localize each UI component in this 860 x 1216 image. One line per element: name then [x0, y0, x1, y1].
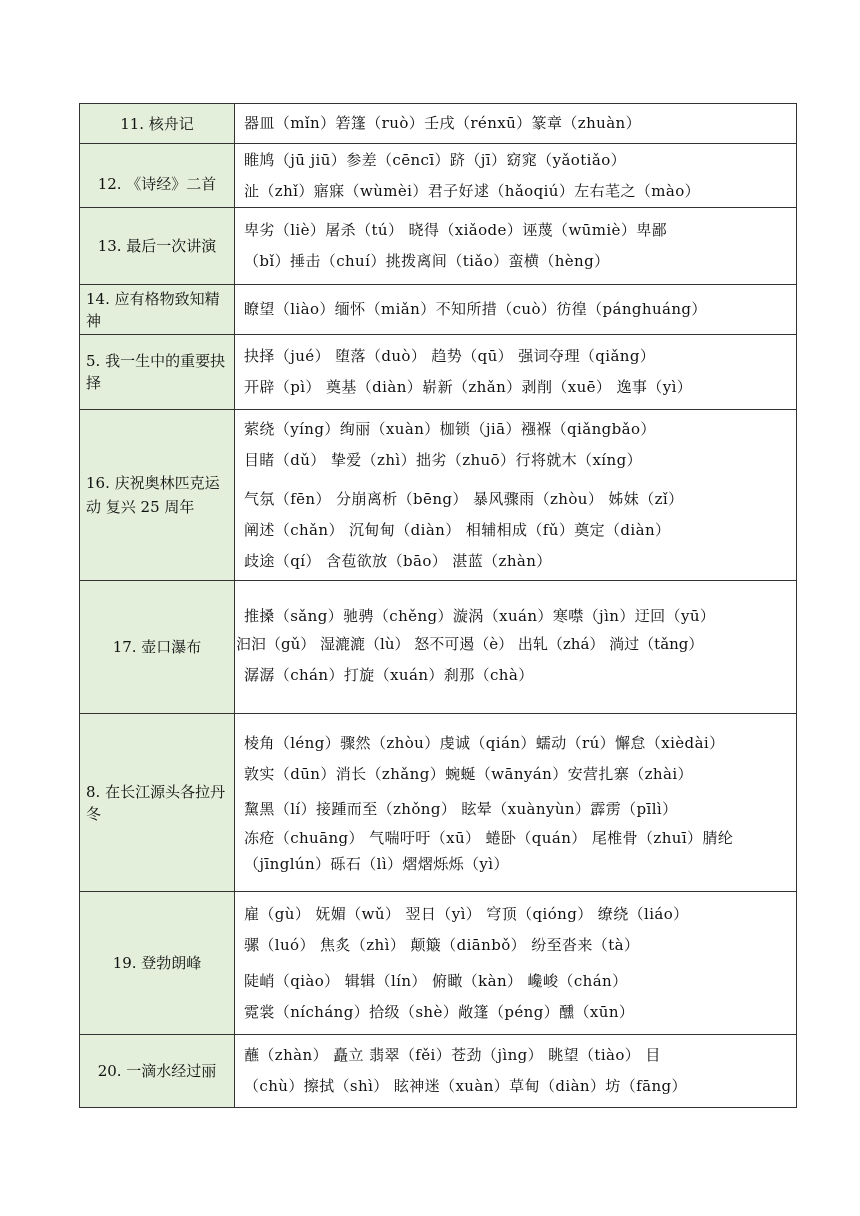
table-row	[80, 335, 797, 410]
lesson-title: 11. 核舟记	[120, 114, 194, 133]
word-line: 歧途（qí） 含苞欲放（bāo） 湛蓝（zhàn）	[244, 551, 552, 570]
word-line: 雇（gù） 妩媚（wǔ） 翌日（yì） 穹顶（qióng） 缭绕（liáo）	[244, 904, 689, 923]
words-cell	[235, 285, 797, 335]
word-line: 阐述（chǎn） 沉甸甸（diàn） 相辅相成（fǔ）奠定（diàn）	[244, 520, 671, 539]
table-row	[80, 144, 797, 208]
words-cell	[235, 1035, 797, 1108]
words-cell	[235, 892, 797, 1035]
lesson-title: 5. 我一生中的重要抉择	[86, 352, 226, 392]
word-line: 黧黑（lí）接踵而至（zhǒng） 眩晕（xuànyùn）霹雳（pīlì）	[244, 800, 678, 818]
lesson-title: 14. 应有格物致知精神	[86, 289, 220, 330]
word-line: 潺潺（chán）打旋（xuán）刹那（chà）	[244, 666, 534, 684]
word-line: 棱角（léng）骤然（zhòu）虔诚（qián）蠕动（rú）懈怠（xièdài）	[244, 734, 725, 752]
word-line: （bǐ）捶击（chuí）挑拨离间（tiǎo）蛮横（hèng）	[244, 252, 610, 270]
word-line: 汩汩（gǔ） 湿漉漉（lù） 怒不可遏（è） 出轧（zhá） 淌过（tǎng）	[236, 635, 704, 653]
lesson-cell	[80, 581, 235, 714]
lesson-cell	[80, 410, 235, 581]
word-line: 霓裳（nícháng）拾级（shè）敞篷（péng）醺（xūn）	[244, 1002, 635, 1021]
lesson-cell	[80, 208, 235, 285]
lesson-title: 20. 一滴水经过丽	[97, 1062, 217, 1080]
table-row	[80, 581, 797, 714]
word-line: 瞭望（liào）缅怀（miǎn）不知所措（cuò）彷徨（pánghuáng）	[244, 300, 707, 318]
word-line: 蘸（zhàn） 矗立 翡翠（fěi）苍劲（jìng） 眺望（tiào） 目	[244, 1046, 661, 1064]
word-line: 睢鸠（jū jiū）参差（cēncī）跻（jī）窈窕（yǎotiǎo）	[244, 150, 627, 169]
word-line: 陡峭（qiào） 辑辑（lín） 俯瞰（kàn） 巉峻（chán）	[244, 971, 628, 990]
word-line: 开辟（pì） 奠基（diàn）崭新（zhǎn）剥削（xuē） 逸事（yì）	[244, 378, 693, 396]
lesson-cell	[80, 1035, 235, 1108]
words-cell	[235, 335, 797, 410]
words-cell	[235, 208, 797, 285]
lesson-cell	[80, 104, 235, 144]
word-line: 目睹（dǔ） 挚爱（zhì）拙劣（zhuō）行将就木（xíng）	[244, 450, 642, 469]
lesson-cell	[80, 892, 235, 1035]
word-line: 推搡（sǎng）驰骋（chěng）漩涡（xuán）寒噤（jìn）迂回（yū）	[244, 607, 716, 625]
word-line: 气氛（fēn） 分崩离析（bēng） 暴风骤雨（zhòu） 姊妹（zǐ）	[244, 489, 684, 508]
lesson-cell	[80, 335, 235, 410]
word-line: 敦实（dūn）消长（zhǎng）蜿蜒（wānyán）安营扎寨（zhài）	[244, 765, 693, 783]
words-cell	[235, 144, 797, 208]
table-row	[80, 714, 797, 892]
words-cell	[235, 410, 797, 581]
word-line: 沚（zhǐ）寤寐（wùmèi）君子好逑（hǎoqiú）左右芼之（mào）	[244, 181, 701, 200]
word-line: 器皿（mǐn）箬篷（ruò）壬戌（rénxū）篆章（zhuàn）	[244, 114, 642, 132]
table-row	[80, 285, 797, 335]
word-line: （chù）擦拭（shì） 眩神迷（xuàn）草甸（diàn）坊（fāng）	[244, 1077, 687, 1095]
word-line: 抉择（jué） 堕落（duò） 趋势（qū） 强词夺理（qiǎng）	[244, 347, 656, 365]
table-row	[80, 104, 797, 144]
lesson-title: 8. 在长江源头各拉丹冬	[86, 782, 226, 823]
words-cell	[235, 714, 797, 892]
word-line: 卑劣（liè）屠杀（tú） 晓得（xiǎode）诬蔑（wūmiè）卑鄙	[244, 221, 668, 239]
word-line: 冻疮（chuāng） 气喘吁吁（xū） 蜷卧（quán） 尾椎骨（zhuī）腈纶（jīnglún）砾石（lì）熠熠烁烁（yì）	[244, 829, 734, 873]
lesson-title: 17. 壶口瀑布	[112, 638, 202, 656]
table-row	[80, 892, 797, 1035]
lesson-cell	[80, 144, 235, 208]
lesson-title: 19. 登勃朗峰	[112, 954, 202, 972]
table-row	[80, 410, 797, 581]
words-cell	[235, 104, 797, 144]
vocab-table	[79, 103, 797, 1108]
table-row	[80, 1035, 797, 1108]
lesson-cell	[80, 714, 235, 892]
word-line: 骡（luó） 焦炙（zhì） 颠簸（diānbǒ） 纷至沓来（tà）	[244, 935, 640, 954]
lesson-title: 12. 《诗经》二首	[97, 174, 217, 193]
lesson-cell	[80, 285, 235, 335]
lesson-title: 16. 庆祝奥林匹克运动 复兴 25 周年	[86, 474, 220, 516]
lesson-title: 13. 最后一次讲演	[97, 237, 217, 255]
table-row	[80, 208, 797, 285]
word-line: 萦绕（yíng）绚丽（xuàn）枷锁（jiā）襁褓（qiǎngbǎo）	[244, 419, 656, 438]
words-cell	[235, 581, 797, 714]
